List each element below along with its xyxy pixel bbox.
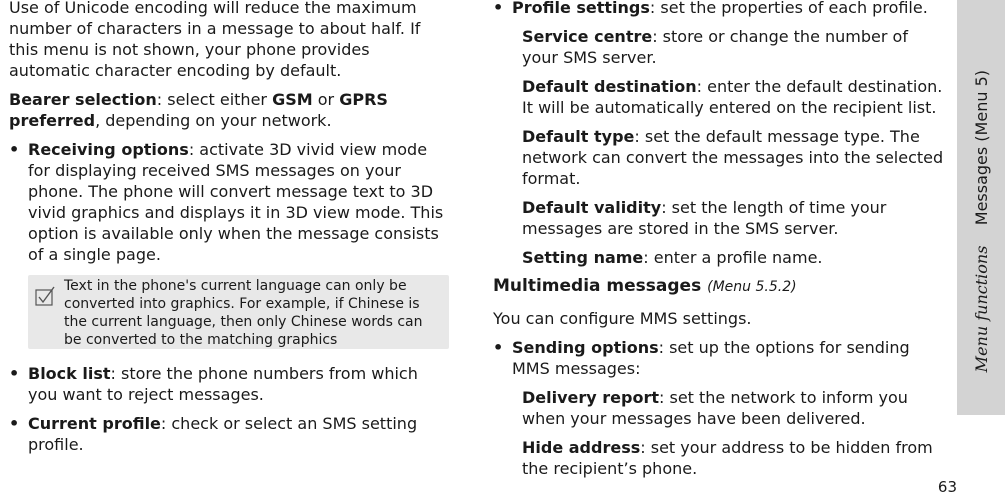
- bullet-marker: •: [9, 140, 20, 159]
- receiving-options-item: • Receiving options: activate 3D vivid view mode for displaying received SMS messages on your phone. The phone will convert message text to 3D vivid graphics and displays it in 3D view mode. This option is available only when the message consists of a single page.: [9, 140, 444, 264]
- default-validity-item: Default validity: set the length of time your messages are stored in the SMS server.: [522, 198, 887, 238]
- current-profile-item: • Current profile: check or select an SMS setting profile.: [9, 414, 418, 454]
- delivery-report-item: Delivery report: set the network to inform you when your messages have been delivered.: [522, 388, 908, 428]
- block-list-item: • Block list: store the phone numbers from which you want to reject messages.: [9, 364, 418, 404]
- default-type-item: Default type: set the default message type. The network can convert the messages into the selected format.: [522, 127, 944, 188]
- bullet-marker: •: [493, 338, 504, 357]
- chapter-label: Messages (Menu 5): [972, 70, 991, 226]
- default-destination-item: Default destination: enter the default destination. It will be automatically entered on the recipient list.: [522, 77, 943, 117]
- section-label: Menu functions: [972, 245, 991, 373]
- bullet-marker: •: [9, 364, 20, 383]
- hide-address-item: Hide address: set your address to be hidden from the recipient’s phone.: [522, 438, 933, 478]
- profile-settings-item: • Profile settings: set the properties of each profile.: [493, 0, 948, 18]
- sending-options-item: • Sending options: set up the options for sending MMS messages:: [493, 338, 910, 378]
- bullet-marker: •: [9, 414, 20, 433]
- chapter-sidebar-tab: [957, 0, 1005, 415]
- page-number: 63: [937, 478, 957, 496]
- checkmark-note-icon: [34, 285, 56, 307]
- left-column: [9, 0, 449, 463]
- note-box: [28, 275, 449, 349]
- mms-intro: You can configure MMS settings.: [493, 309, 752, 328]
- bullet-marker: •: [493, 0, 504, 17]
- note-text: Text in the phone's current language can only be converted into graphics. For example, if Chinese is the current language, then only Chinese words can be converted to the matching graphics: [64, 278, 423, 348]
- section-heading: Multimedia messages (Menu 5.5.2): [493, 276, 797, 296]
- sidebar-label: [971, 70, 992, 372]
- bearer-selection-item: Bearer selection: select either GSM or GPRS preferred, depending on your network.: [9, 90, 388, 130]
- service-centre-item: Service centre: store or change the number of your SMS server.: [522, 27, 908, 67]
- intro-paragraph: Use of Unicode encoding will reduce the maximum number of characters in a message to about half. If this menu is not shown, your phone provides automatic character encoding by default.: [9, 0, 421, 80]
- right-column: [493, 0, 948, 487]
- setting-name-item: Setting name: enter a profile name.: [522, 248, 823, 267]
